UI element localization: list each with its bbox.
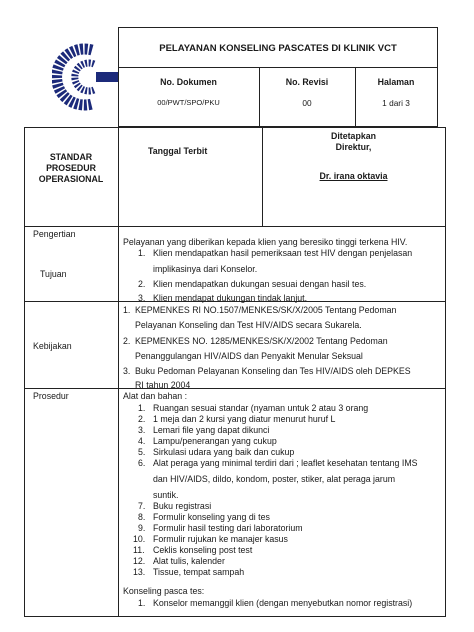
- director-name: Dr. irana oktavia: [319, 171, 388, 181]
- prosedur-item-text: suntik.: [153, 490, 179, 500]
- prosedur-item-num: 4.: [138, 436, 146, 446]
- konseling-item-text: Konselor memanggil klien (dengan menyebutkan nomor registrasi): [153, 598, 413, 608]
- prosedur-item-num: 1.: [138, 403, 146, 413]
- prosedur-item-num: 13.: [133, 567, 146, 577]
- prosedur-item-text: Buku registrasi: [153, 501, 212, 511]
- kebijakan-item-2-num: 2.: [123, 336, 131, 346]
- tanggal-terbit-label: Tanggal Terbit: [148, 146, 208, 156]
- prosedur-item-text: Alat tulis, kalender: [153, 556, 225, 566]
- prosedur-item-text: Tissue, tempat sampah: [153, 567, 245, 577]
- sop-label-line2: PROSEDUR: [46, 163, 96, 173]
- tujuan-item-1-line2: implikasinya dari Konselor.: [153, 264, 258, 274]
- sop-label: [24, 152, 118, 185]
- kebijakan-item-1-num: 1.: [123, 305, 131, 315]
- konseling-item-num: 1.: [138, 598, 146, 608]
- tujuan-label: Tujuan: [40, 269, 67, 279]
- ditetapkan-block: [262, 131, 445, 153]
- kebijakan-item-3-line2: RI tahun 2004: [135, 380, 191, 390]
- prosedur-item-text: 1 meja dan 2 kursi yang diatur menurut huruf L: [153, 414, 336, 424]
- tujuan-item-3-line1: Klien mendapat dukungan tindak lanjut.: [153, 293, 308, 303]
- sop-label-line3: OPERASIONAL: [38, 174, 104, 184]
- rev-number-value: 00: [302, 98, 312, 108]
- rev-number-label: No. Revisi: [285, 77, 329, 87]
- prosedur-item-num: 7.: [138, 501, 146, 511]
- page-value: 1 dari 3: [382, 98, 410, 108]
- tujuan-item-1-num: 1.: [138, 248, 146, 258]
- prosedur-item-text: Ruangan sesuai standar (nyaman untuk 2 atau 3 orang: [153, 403, 369, 413]
- kebijakan-item-2-line1: KEPMENKES NO. 1285/MENKES/SK/X/2002 Tentang Pedoman: [135, 336, 388, 346]
- prosedur-item-num: 9.: [138, 523, 146, 533]
- ditetapkan-line1: Ditetapkan: [331, 131, 376, 141]
- prosedur-item-text: Lemari file yang dapat dikunci: [153, 425, 270, 435]
- konseling-pasca-label: Konseling pasca tes:: [123, 586, 205, 596]
- prosedur-item-num: 11.: [133, 545, 145, 555]
- page-label: Halaman: [377, 77, 415, 87]
- pengertian-text: Pelayanan yang diberikan kepada klien yang beresiko tinggi terkena HIV.: [123, 237, 408, 247]
- prosedur-intro: Alat dan bahan :: [123, 391, 188, 401]
- prosedur-item-num: 6.: [138, 458, 146, 468]
- prosedur-item-num: 12.: [133, 556, 146, 566]
- prosedur-label: Prosedur: [33, 391, 69, 401]
- prosedur-item-num: 5.: [138, 447, 146, 457]
- ditetapkan-line2: Direktur,: [335, 142, 372, 152]
- prosedur-item-text: Sirkulasi udara yang baik dan cukup: [153, 447, 295, 457]
- prosedur-item-text: Ceklis konseling post test: [153, 545, 253, 555]
- kebijakan-item-1-line1: KEPMENKES RI NO.1507/MENKES/SK/X/2005 Tentang Pedoman: [135, 305, 397, 315]
- tujuan-item-2-num: 2.: [138, 279, 146, 289]
- prosedur-item-text: Lampu/penerangan yang cukup: [153, 436, 277, 446]
- tujuan-item-3-num: 3.: [138, 293, 146, 303]
- prosedur-item-text: Formulir konseling yang di tes: [153, 512, 270, 522]
- prosedur-item-num: 10.: [133, 534, 146, 544]
- pengertian-label: Pengertian: [33, 229, 76, 239]
- prosedur-item-num: 3.: [138, 425, 146, 435]
- document-title: PELAYANAN KONSELING PASCATES DI KLINIK VCT: [159, 43, 397, 54]
- logo-icon: [52, 42, 118, 112]
- doc-number-label: No. Dokumen: [160, 77, 217, 87]
- kebijakan-item-1-line2: Pelayanan Konseling dan Test HIV/AIDS secara Sukarela.: [135, 320, 362, 330]
- doc-number-value: 00/PWT/SPO/PKU: [157, 98, 220, 107]
- kebijakan-label: Kebijakan: [33, 341, 72, 351]
- sop-label-line1: STANDAR: [49, 152, 93, 162]
- prosedur-item-text: Formulir rujukan ke manajer kasus: [153, 534, 288, 544]
- prosedur-item-text: Formulir hasil testing dari laboratorium: [153, 523, 303, 533]
- prosedur-item-num: 8.: [138, 512, 146, 522]
- kebijakan-item-3-line1: Buku Pedoman Pelayanan Konseling dan Tes HIV/AIDS oleh DEPKES: [135, 366, 411, 376]
- prosedur-item-text: Alat peraga yang minimal terdiri dari ; leaflet kesehatan tentang IMS: [153, 458, 418, 468]
- kebijakan-item-3-num: 3.: [123, 366, 131, 376]
- prosedur-item-num: 2.: [138, 414, 146, 424]
- tujuan-item-2-line1: Klien mendapatkan dukungan sesuai dengan hasil tes.: [153, 279, 367, 289]
- tujuan-item-1-line1: Klien mendapatkan hasil pemeriksaan test HIV dengan penjelasan: [153, 248, 413, 258]
- prosedur-item-text: dan HIV/AIDS, dildo, kondom, poster, stiker, alat peraga jarum: [153, 474, 396, 484]
- clinic-logo: [52, 42, 118, 112]
- kebijakan-item-2-line2: Penanggulangan HIV/AIDS dan Penyakit Menular Seksual: [135, 351, 363, 361]
